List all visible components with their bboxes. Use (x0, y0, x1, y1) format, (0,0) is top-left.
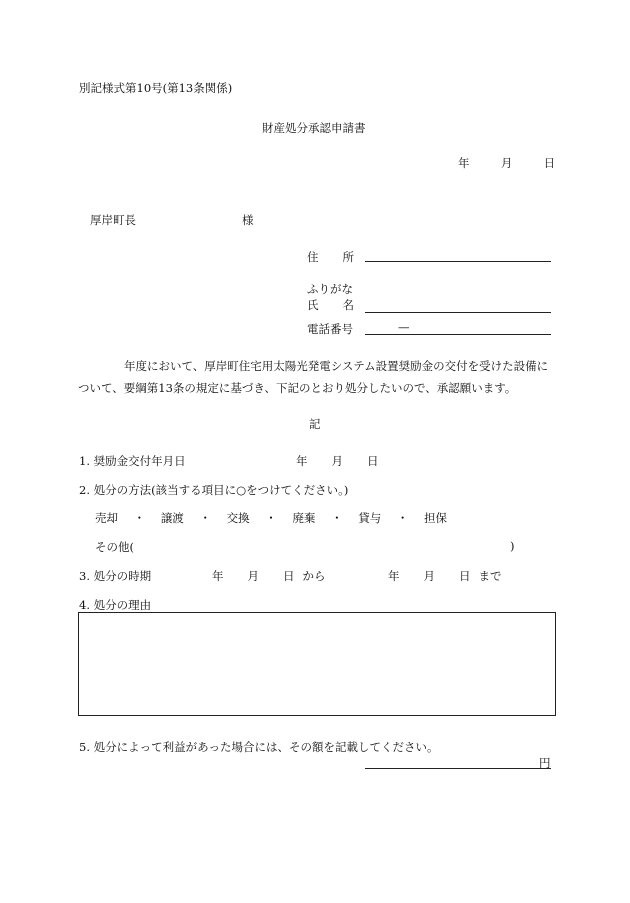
other-label: その他( (95, 540, 134, 554)
phone-field[interactable] (365, 334, 551, 335)
date-day: 日 (543, 156, 556, 170)
addressee-honorific: 様 (242, 213, 254, 227)
option-sale[interactable]: 売却 (95, 511, 118, 525)
disposal-reason-box[interactable] (78, 612, 556, 716)
phone-label: 電話番号 (307, 322, 353, 336)
request-paragraph: 年度において、厚岸町住宅用太陽光発電システム設置奨励金の交付を受けた設備について、要綱第13条の規定に基づき、下記のとおり処分したいので、承認願います。 (78, 359, 549, 395)
addressee-name: 厚岸町長 (90, 213, 136, 227)
form-number: 別記様式第10号(第13条関係) (79, 81, 233, 95)
item2-label: 2. 処分の方法(該当する項目に○をつけてください。) (79, 483, 349, 497)
option-exchange[interactable]: 交換 (226, 511, 250, 525)
item4-label: 4. 処分の理由 (79, 598, 152, 612)
application-date (458, 155, 555, 171)
period-to: 年 月 日 まで (388, 569, 502, 583)
ki-heading: 記 (309, 417, 321, 431)
option-collateral[interactable]: 担保 (424, 511, 448, 525)
option-lending[interactable]: 貸与 (358, 511, 382, 525)
date-month: 月 (500, 156, 513, 170)
item3-label: 3. 処分の時期 (79, 569, 152, 583)
name-field[interactable] (365, 312, 551, 313)
document-title: 財産処分承認申請書 (262, 121, 366, 135)
address-field[interactable] (365, 261, 551, 262)
date-year: 年 (458, 156, 470, 170)
option-transfer[interactable]: 譲渡 (160, 511, 184, 525)
yen-unit: 円 (539, 756, 551, 770)
name-label: 氏 名 (307, 298, 354, 312)
item1-date: 年 月 日 (296, 454, 379, 468)
other-close: ) (510, 539, 515, 553)
disposal-method-options: 売却 ・ 譲渡 ・ 交換 ・ 廃棄 ・ 貸与 ・ 担保 (95, 511, 448, 525)
address-label: 住 所 (307, 250, 354, 264)
furigana-label: ふりがな (307, 282, 353, 296)
phone-separator: — (398, 320, 410, 334)
item5-label: 5. 処分によって利益があった場合には、その額を記載してください。 (79, 740, 439, 754)
option-disposal[interactable]: 廃棄 (292, 511, 316, 525)
item1-label: 1. 奨励金交付年月日 (79, 454, 186, 468)
period-from: 年 月 日 から (212, 569, 326, 583)
profit-amount-field[interactable] (365, 768, 551, 769)
